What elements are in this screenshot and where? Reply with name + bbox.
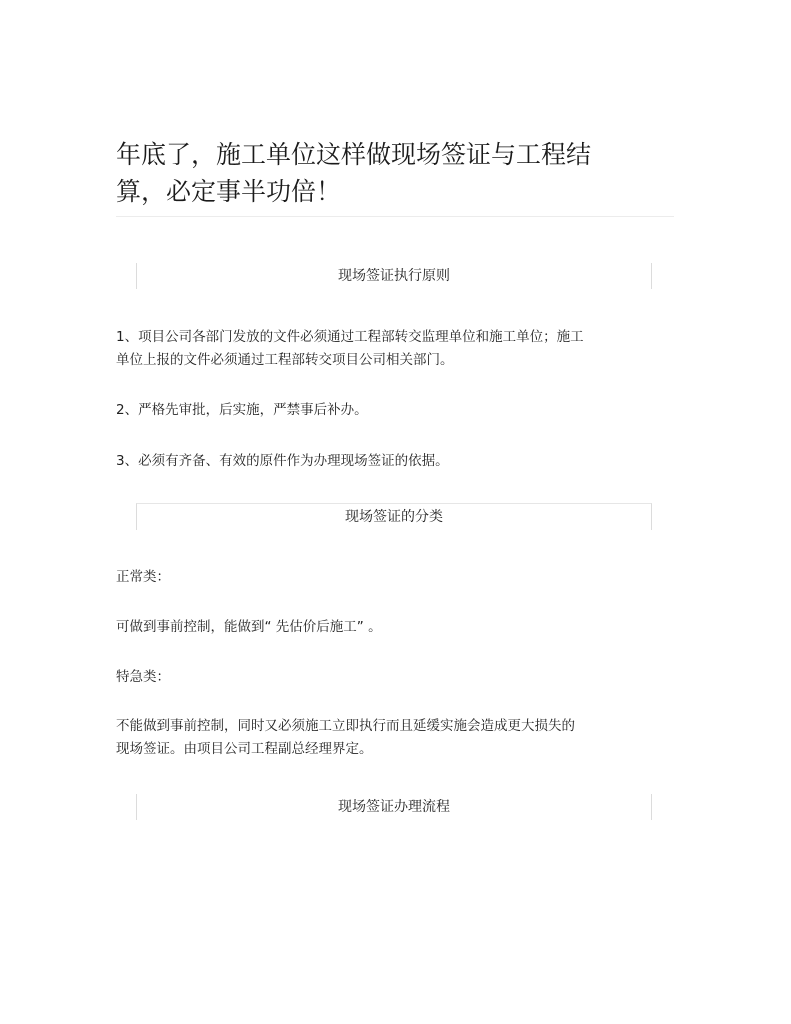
article-title-line-1: 年底了，施工单位这样做现场签证与工程结 [116,140,592,169]
principle-item-1-line-2: 单位上报的文件必须通过工程部转交项目公司相关部门。 [116,352,454,368]
urgent-category-description [116,715,636,761]
normal-category-label: 正常类： [116,569,170,585]
section-heading-classification: 现场签证的分类 [136,503,652,530]
normal-category-description: 可做到事前控制，能做到“ 先估价后施工” 。 [116,619,382,635]
principle-item-2: 2、严格先审批，后实施，严禁事后补办。 [116,402,368,418]
article-title [116,136,636,210]
title-divider [116,216,674,217]
article-title-line-2: 算，必定事半功倍！ [116,177,342,206]
principle-item-3: 3、必须有齐备、有效的原件作为办理现场签证的依据。 [116,453,449,469]
section-heading-principles: 现场签证执行原则 [136,263,652,289]
urgent-category-description-line-1: 不能做到事前控制，同时又必须施工立即执行而且延缓实施会造成更大损失的 [116,718,575,734]
principle-item-1-line-1: 1、项目公司各部门发放的文件必须通过工程部转交监理单位和施工单位；施工 [116,329,584,345]
section-heading-process: 现场签证办理流程 [136,794,652,820]
principle-item-1 [116,326,636,372]
urgent-category-description-line-2: 现场签证。由项目公司工程副总经理界定。 [116,741,373,757]
urgent-category-label: 特急类： [116,669,170,685]
